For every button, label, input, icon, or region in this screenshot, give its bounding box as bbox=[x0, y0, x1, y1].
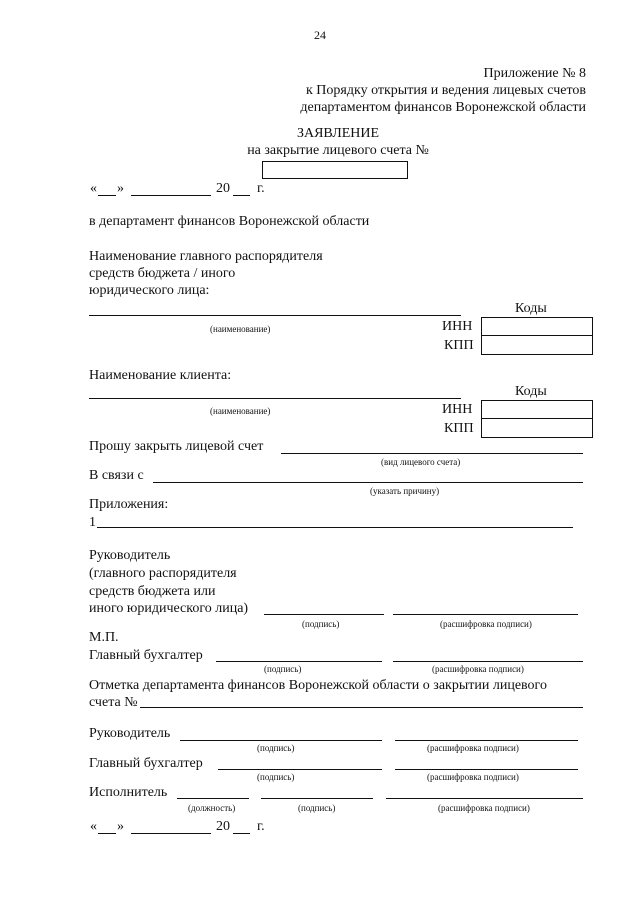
year-line-bottom[interactable] bbox=[233, 833, 250, 834]
section1-kpp-label: КПП bbox=[444, 338, 474, 353]
day-line-bottom[interactable] bbox=[98, 833, 116, 834]
section1-name-hint: (наименование) bbox=[210, 324, 271, 334]
reason-line[interactable] bbox=[153, 482, 583, 483]
reason-hint: (указать причину) bbox=[370, 486, 440, 496]
head-label-4: иного юридического лица) bbox=[89, 601, 249, 616]
attachment-item-line[interactable] bbox=[97, 527, 573, 528]
head-decode-hint: (расшифровка подписи) bbox=[440, 619, 532, 629]
dept-head-sign-hint: (подпись) bbox=[257, 743, 295, 753]
accountant-label: Главный бухгалтер bbox=[89, 648, 203, 663]
section1-inn-box[interactable] bbox=[481, 317, 593, 337]
dept-accountant-signature-line[interactable] bbox=[218, 769, 382, 770]
head-sign-hint: (подпись) bbox=[302, 619, 340, 629]
section1-inn-label: ИНН bbox=[442, 319, 473, 334]
section2-inn-label: ИНН bbox=[442, 402, 473, 417]
year-line[interactable] bbox=[233, 195, 250, 196]
dept-head-signature-line[interactable] bbox=[180, 740, 382, 741]
document-title: ЗАЯВЛЕНИЕ bbox=[296, 126, 380, 141]
addressee: в департамент финансов Воронежской области bbox=[89, 214, 370, 229]
request-account-type-line[interactable] bbox=[281, 453, 583, 454]
section1-codes-label: Коды bbox=[515, 301, 547, 316]
request-label: Прошу закрыть лицевой счет bbox=[89, 439, 264, 454]
head-signature-line[interactable] bbox=[264, 614, 384, 615]
document-subtitle: на закрытие лицевого счета № bbox=[247, 143, 429, 158]
dept-head-label: Руководитель bbox=[89, 726, 171, 741]
section2-label: Наименование клиента: bbox=[89, 368, 232, 383]
executor-decode-line[interactable] bbox=[386, 798, 583, 799]
accountant-signature-line[interactable] bbox=[216, 661, 382, 662]
section2-name-line[interactable] bbox=[89, 398, 461, 399]
attachments-label: Приложения: bbox=[89, 497, 169, 512]
head-label-3: средств бюджета или bbox=[89, 584, 216, 599]
executor-position-hint: (должность) bbox=[188, 803, 236, 813]
request-hint: (вид лицевого счета) bbox=[381, 457, 461, 467]
mark-line-1: Отметка департамента финансов Воронежской области о закрытии лицевого bbox=[89, 678, 547, 693]
head-label-2: (главного распорядителя bbox=[89, 566, 237, 581]
executor-label: Исполнитель bbox=[89, 785, 168, 800]
account-number-box[interactable] bbox=[262, 161, 408, 179]
page-number: 24 bbox=[314, 28, 326, 42]
stamp-label: М.П. bbox=[89, 630, 119, 645]
head-label-1: Руководитель bbox=[89, 548, 171, 563]
dept-accountant-decode-hint: (расшифровка подписи) bbox=[427, 772, 519, 782]
month-line-bottom[interactable] bbox=[131, 833, 211, 834]
executor-decode-hint: (расшифровка подписи) bbox=[438, 803, 530, 813]
dept-head-decode-line[interactable] bbox=[395, 740, 578, 741]
section2-inn-box[interactable] bbox=[481, 400, 593, 420]
attachment-item-number: 1 bbox=[89, 515, 96, 530]
accountant-sign-hint: (подпись) bbox=[264, 664, 302, 674]
section1-label-1: Наименование главного распорядителя bbox=[89, 249, 323, 264]
section1-label-2: средств бюджета / иного bbox=[89, 266, 236, 281]
section2-kpp-label: КПП bbox=[444, 421, 474, 436]
section1-kpp-box[interactable] bbox=[481, 335, 593, 355]
dept-accountant-decode-line[interactable] bbox=[395, 769, 578, 770]
dept-accountant-label: Главный бухгалтер bbox=[89, 756, 203, 771]
head-decode-line[interactable] bbox=[393, 614, 578, 615]
appendix-line-2: к Порядку открытия и ведения лицевых счетов bbox=[305, 83, 586, 98]
section2-kpp-box[interactable] bbox=[481, 418, 593, 438]
dept-head-decode-hint: (расшифровка подписи) bbox=[427, 743, 519, 753]
appendix-line-1: Приложение № 8 bbox=[483, 66, 586, 81]
accountant-decode-hint: (расшифровка подписи) bbox=[432, 664, 524, 674]
mark-account-line[interactable] bbox=[140, 707, 583, 708]
reason-label: В связи с bbox=[89, 468, 144, 483]
executor-position-line[interactable] bbox=[177, 798, 249, 799]
section1-label-3: юридического лица: bbox=[89, 283, 210, 298]
executor-sign-hint: (подпись) bbox=[298, 803, 336, 813]
appendix-line-3: департаментом финансов Воронежской области bbox=[300, 100, 586, 115]
month-line[interactable] bbox=[131, 195, 211, 196]
section2-name-hint: (наименование) bbox=[210, 406, 271, 416]
section1-name-line[interactable] bbox=[89, 315, 461, 316]
mark-line-2: счета № bbox=[89, 695, 138, 710]
executor-signature-line[interactable] bbox=[261, 798, 373, 799]
day-line[interactable] bbox=[98, 195, 116, 196]
accountant-decode-line[interactable] bbox=[393, 661, 583, 662]
section2-codes-label: Коды bbox=[515, 384, 547, 399]
dept-accountant-sign-hint: (подпись) bbox=[257, 772, 295, 782]
